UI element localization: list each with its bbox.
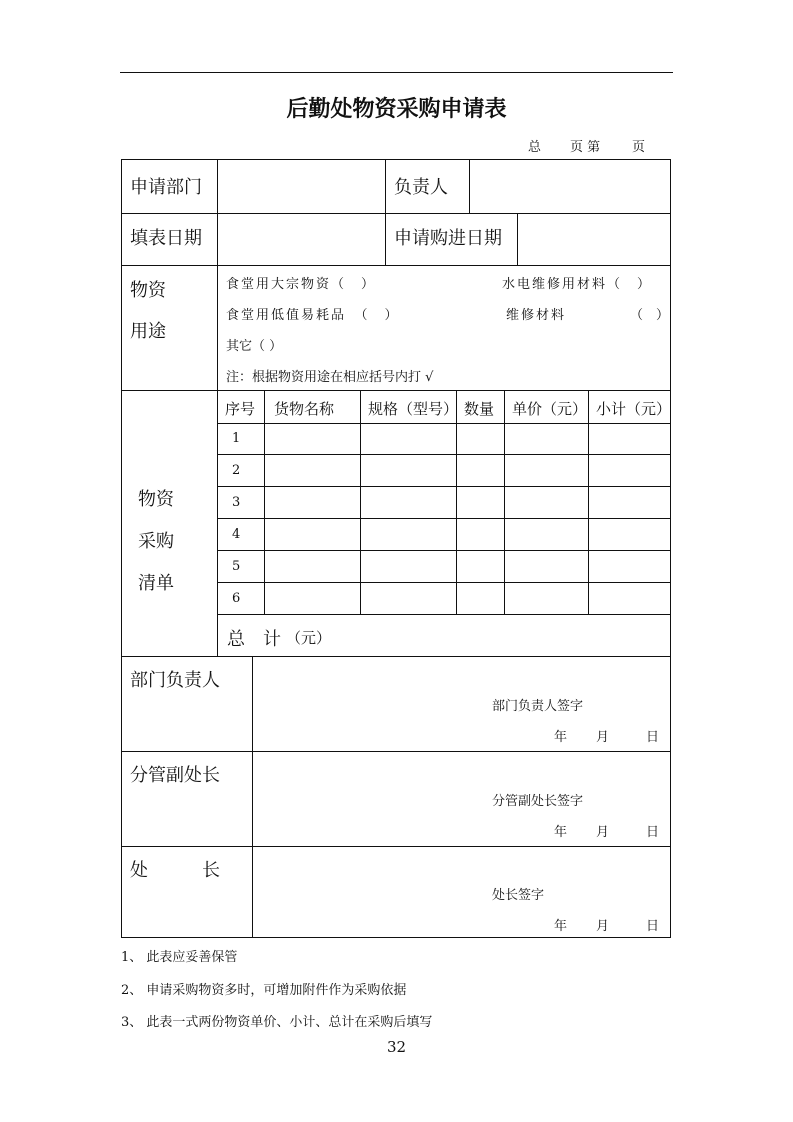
footnote-2: 2、 申请采购物资多时，可增加附件作为采购依据 <box>121 983 407 998</box>
purpose-option-repair-mark[interactable]: （ ） <box>630 308 670 323</box>
row-divider <box>217 582 670 583</box>
col-divider <box>385 160 386 265</box>
approval-month: 月 <box>596 919 610 934</box>
purpose-option-repair-materials[interactable]: 维修材料 <box>506 308 567 323</box>
row-divider <box>217 518 670 519</box>
page-info-total: 总 <box>528 140 542 155</box>
col-header-unit-price: 单价（元） <box>512 400 588 418</box>
approval-year: 年 <box>554 825 568 840</box>
row-divider <box>217 423 670 424</box>
row-divider <box>122 846 670 847</box>
purpose-option-bulk-food[interactable]: 食堂用大宗物资（ ） <box>226 277 377 292</box>
fill-date-label: 填表日期 <box>130 228 202 249</box>
row-number: 2 <box>232 463 241 478</box>
owner-label: 负责人 <box>394 177 448 198</box>
page-info-page: 页 <box>632 140 646 155</box>
page-title: 后勤处物资采购申请表 <box>286 97 507 122</box>
page-info-page-of: 页 第 <box>570 140 601 155</box>
col-divider <box>456 390 457 614</box>
purpose-option-utility-repair[interactable]: 水电维修用材料（ ） <box>502 277 653 292</box>
purpose-note: 注：根据物资用途在相应括号内打 √ <box>226 370 434 385</box>
purpose-option-other[interactable]: 其它（ ） <box>226 339 283 354</box>
row-divider <box>217 550 670 551</box>
row-number: 6 <box>232 591 241 606</box>
approval-year: 年 <box>554 730 568 745</box>
row-divider <box>122 751 670 752</box>
approval-label-director: 处 长 <box>130 860 220 881</box>
total-label: 总 计 <box>227 629 281 650</box>
col-divider <box>517 213 518 265</box>
purpose-label-line1: 物资 <box>130 280 166 301</box>
dept-label: 申请部门 <box>130 177 202 198</box>
approval-month: 月 <box>596 825 610 840</box>
col-divider <box>360 390 361 614</box>
approval-label-dept-head: 部门负责人 <box>130 670 220 691</box>
row-number: 3 <box>232 495 241 510</box>
col-header-no: 序号 <box>225 400 256 418</box>
approval-day: 日 <box>646 730 660 745</box>
col-divider <box>588 390 589 614</box>
row-number: 4 <box>232 527 241 542</box>
col-header-qty: 数量 <box>464 400 495 418</box>
approval-year: 年 <box>554 919 568 934</box>
col-divider <box>217 160 218 265</box>
col-divider <box>252 656 253 937</box>
approval-sign-deputy-director: 分管副处长签字 <box>492 794 584 809</box>
top-rule <box>120 72 673 73</box>
row-divider <box>122 213 670 214</box>
col-divider <box>264 390 265 614</box>
approval-sign-director: 处长签字 <box>492 888 545 903</box>
approval-label-deputy-director: 分管副处长 <box>130 765 220 786</box>
row-divider <box>217 454 670 455</box>
purpose-label-line2: 用途 <box>130 321 166 342</box>
total-unit: （元） <box>286 629 332 647</box>
application-form-table <box>121 159 671 938</box>
approval-month: 月 <box>596 730 610 745</box>
row-divider <box>217 486 670 487</box>
col-header-subtotal: 小计（元） <box>596 400 672 418</box>
approval-day: 日 <box>646 919 660 934</box>
footnote-3: 3、 此表一式两份物资单价、小计、总计在采购后填写 <box>121 1015 433 1030</box>
col-divider <box>469 160 470 213</box>
approval-sign-dept-head: 部门负责人签字 <box>492 699 584 714</box>
page-number: 32 <box>386 1038 407 1056</box>
col-header-spec: 规格（型号） <box>368 400 459 418</box>
list-label-line3: 清单 <box>138 573 174 594</box>
row-divider <box>122 656 670 657</box>
purchase-date-label: 申请购进日期 <box>394 228 502 249</box>
col-header-item-name: 货物名称 <box>274 400 335 418</box>
purpose-option-consumables[interactable]: 食堂用低值易耗品 （ ） <box>226 308 400 323</box>
row-divider <box>122 265 670 266</box>
row-number: 1 <box>232 431 241 446</box>
row-divider <box>217 614 670 615</box>
col-divider <box>217 265 218 656</box>
col-divider <box>504 390 505 614</box>
row-number: 5 <box>232 559 241 574</box>
list-label-line1: 物资 <box>138 489 174 510</box>
list-label-line2: 采购 <box>138 531 174 552</box>
approval-day: 日 <box>646 825 660 840</box>
footnote-1: 1、 此表应妥善保管 <box>121 950 238 965</box>
